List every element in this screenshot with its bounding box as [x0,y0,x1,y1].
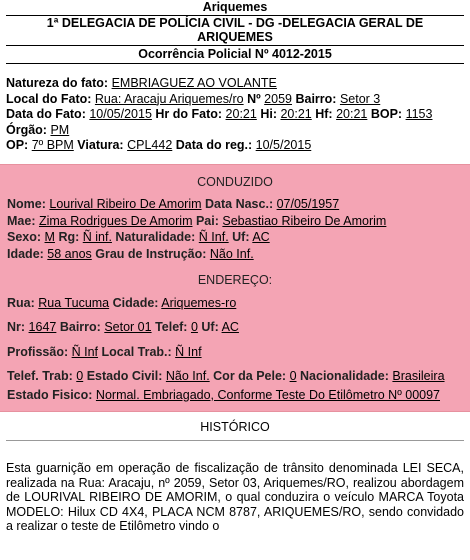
spacer [7,336,463,344]
natureza-row [6,76,464,92]
nr-value: 1647 [28,320,57,334]
telef-label: Telef: [155,320,188,334]
nacionalidade-label: Nacionalidade: [300,369,389,383]
historico-title: HISTÓRICO [6,420,464,441]
data-row [6,107,464,123]
office-name-line1: 1ª DELEGACIA DE POLÍCIA CIVIL - DG -DELEGACIA GERAL DE [46,16,424,30]
hi-value: 20:21 [280,107,312,121]
viatura-value: CPL442 [127,138,173,152]
telef-trab-label: Telef. Trab: [7,369,73,383]
idade-value: 58 anos [47,246,92,261]
city-title: Ariquemes [202,0,268,14]
telef-trab-row [7,368,463,385]
rua-row [7,295,463,312]
nome-value: Lourival Ribeiro De Amorim [49,197,202,211]
viatura-label: Viatura: [77,138,124,152]
natureza-value: EMBRIAGUEZ AO VOLANTE [111,76,277,90]
bairro-value: Setor 3 [339,91,381,106]
idade-row [7,246,463,263]
spacer [7,360,463,368]
pai-value: Sebastiao Ribeiro De Amorim [222,213,387,228]
op-row [6,138,464,154]
nr-row [7,319,463,336]
naturalidade-value: Ñ Inf. [198,230,229,244]
bop-value: 1153 [405,107,433,121]
op-value: 7º BPM [31,138,74,152]
endereco-uf-value: AC [221,320,239,334]
local-trab-value: Ñ Inf [175,344,202,359]
numero-value: 2059 [264,91,292,106]
natureza-label: Natureza do fato: [6,76,109,90]
office-name-line2: ARIQUEMES [197,30,273,44]
pai-label: Pai: [195,213,219,228]
naturalidade-label: Naturalidade: [115,230,196,244]
idade-label: Idade: [7,246,44,261]
sexo-value: M [44,230,55,244]
orgao-label: Órgão: [6,122,47,137]
mae-row [7,213,463,230]
document-header [0,0,470,64]
estado-fisico-label: Estado Fisico: [7,387,93,402]
estado-civil-label: Estado Civil: [86,369,163,383]
bop-label: BOP: [370,107,403,121]
bairro-label: Bairro: [295,91,337,106]
nr-label: Nr: [7,320,26,334]
local-trab-label: Local Trab.: [101,344,172,359]
endereco-bairro-label: Bairro: [59,320,101,334]
cor-pele-label: Cor da Pele: [213,369,287,383]
nacionalidade-value: Brasileira [392,369,445,383]
endereco-bairro-value: Setor 01 [104,320,152,334]
op-label: OP: [6,138,29,152]
endereco-uf-label: Uf: [201,320,219,334]
nome-label: Nome: [7,197,46,211]
local-row [6,92,464,108]
uf-value: AC [252,230,270,244]
rua-label: Rua: [7,295,35,310]
data-label: Data do Fato: [6,107,86,121]
hr-value: 20:21 [225,107,257,121]
estado-fisico-value: Normal. Embriagado, Conforme Teste Do Etilômetro Nº 00097 [95,387,440,402]
nasc-value: 07/05/1957 [276,197,340,211]
cidade-value: Ariquemes-ro [161,295,237,310]
profissao-label: Profissão: [7,344,69,359]
fact-details [0,64,470,154]
mae-label: Mae: [7,213,36,228]
nome-row [7,196,463,213]
profissao-row [7,344,463,361]
historico-text: Esta guarnição em operação de fiscalização de trânsito denominada LEI SECA, realizada na Rua: Aracaju, nº 2059, Setor 03, Ariquemes/RO, realizou abordagem de LOURIVAL RIBEIRO DE AMORIM, o qual conduzira o veículo MARCA Toyota MODELO: Hilux CD 4X4, PLACA NCM 8787, ARIQUEMES/RO, sendo convidado a realizar o teste de Etilômetro vindo o [6,461,464,533]
spacer [7,311,463,319]
instrucao-value: Não Inf. [209,246,254,261]
telef-value: 0 [190,320,198,334]
occurrence-number: Ocorrência Policial Nº 4012-2015 [138,47,332,61]
sexo-label: Sexo: [7,230,42,244]
estado-fisico-row [7,387,463,404]
numero-label: Nº [247,91,261,106]
data-value: 10/05/2015 [89,107,152,121]
local-label: Local do Fato: [6,91,92,106]
profissao-value: Ñ Inf [71,344,99,359]
uf-label: Uf: [232,230,250,244]
rg-value: Ñ inf. [82,230,112,244]
rua-value: Rua Tucuma [38,295,110,310]
hr-label: Hr do Fato: [155,107,223,121]
datareg-value: 10/5/2015 [255,138,312,152]
cor-pele-value: 0 [289,369,297,383]
sexo-row [7,229,463,246]
cidade-label: Cidade: [112,295,159,310]
orgao-value: PM [50,122,70,137]
mae-value: Zima Rodrigues De Amorim [38,213,193,228]
telef-trab-value: 0 [76,369,84,383]
instrucao-label: Grau de Instrução: [95,246,207,261]
hf-value: 20:21 [336,107,368,121]
local-value: Rua: Aracaju Ariquemes/ro [94,91,244,106]
nasc-label: Data Nasc.: [205,197,274,211]
conduzido-title: CONDUZIDO [197,174,273,189]
rg-label: Rg: [58,230,80,244]
hi-label: Hi: [260,107,277,121]
endereco-title: ENDEREÇO: [197,273,273,287]
estado-civil-value: Não Inf. [165,369,210,383]
orgao-row [6,123,464,139]
conduzido-panel [0,164,470,413]
hf-label: Hf: [315,107,333,121]
datareg-label: Data do reg.: [175,138,253,152]
